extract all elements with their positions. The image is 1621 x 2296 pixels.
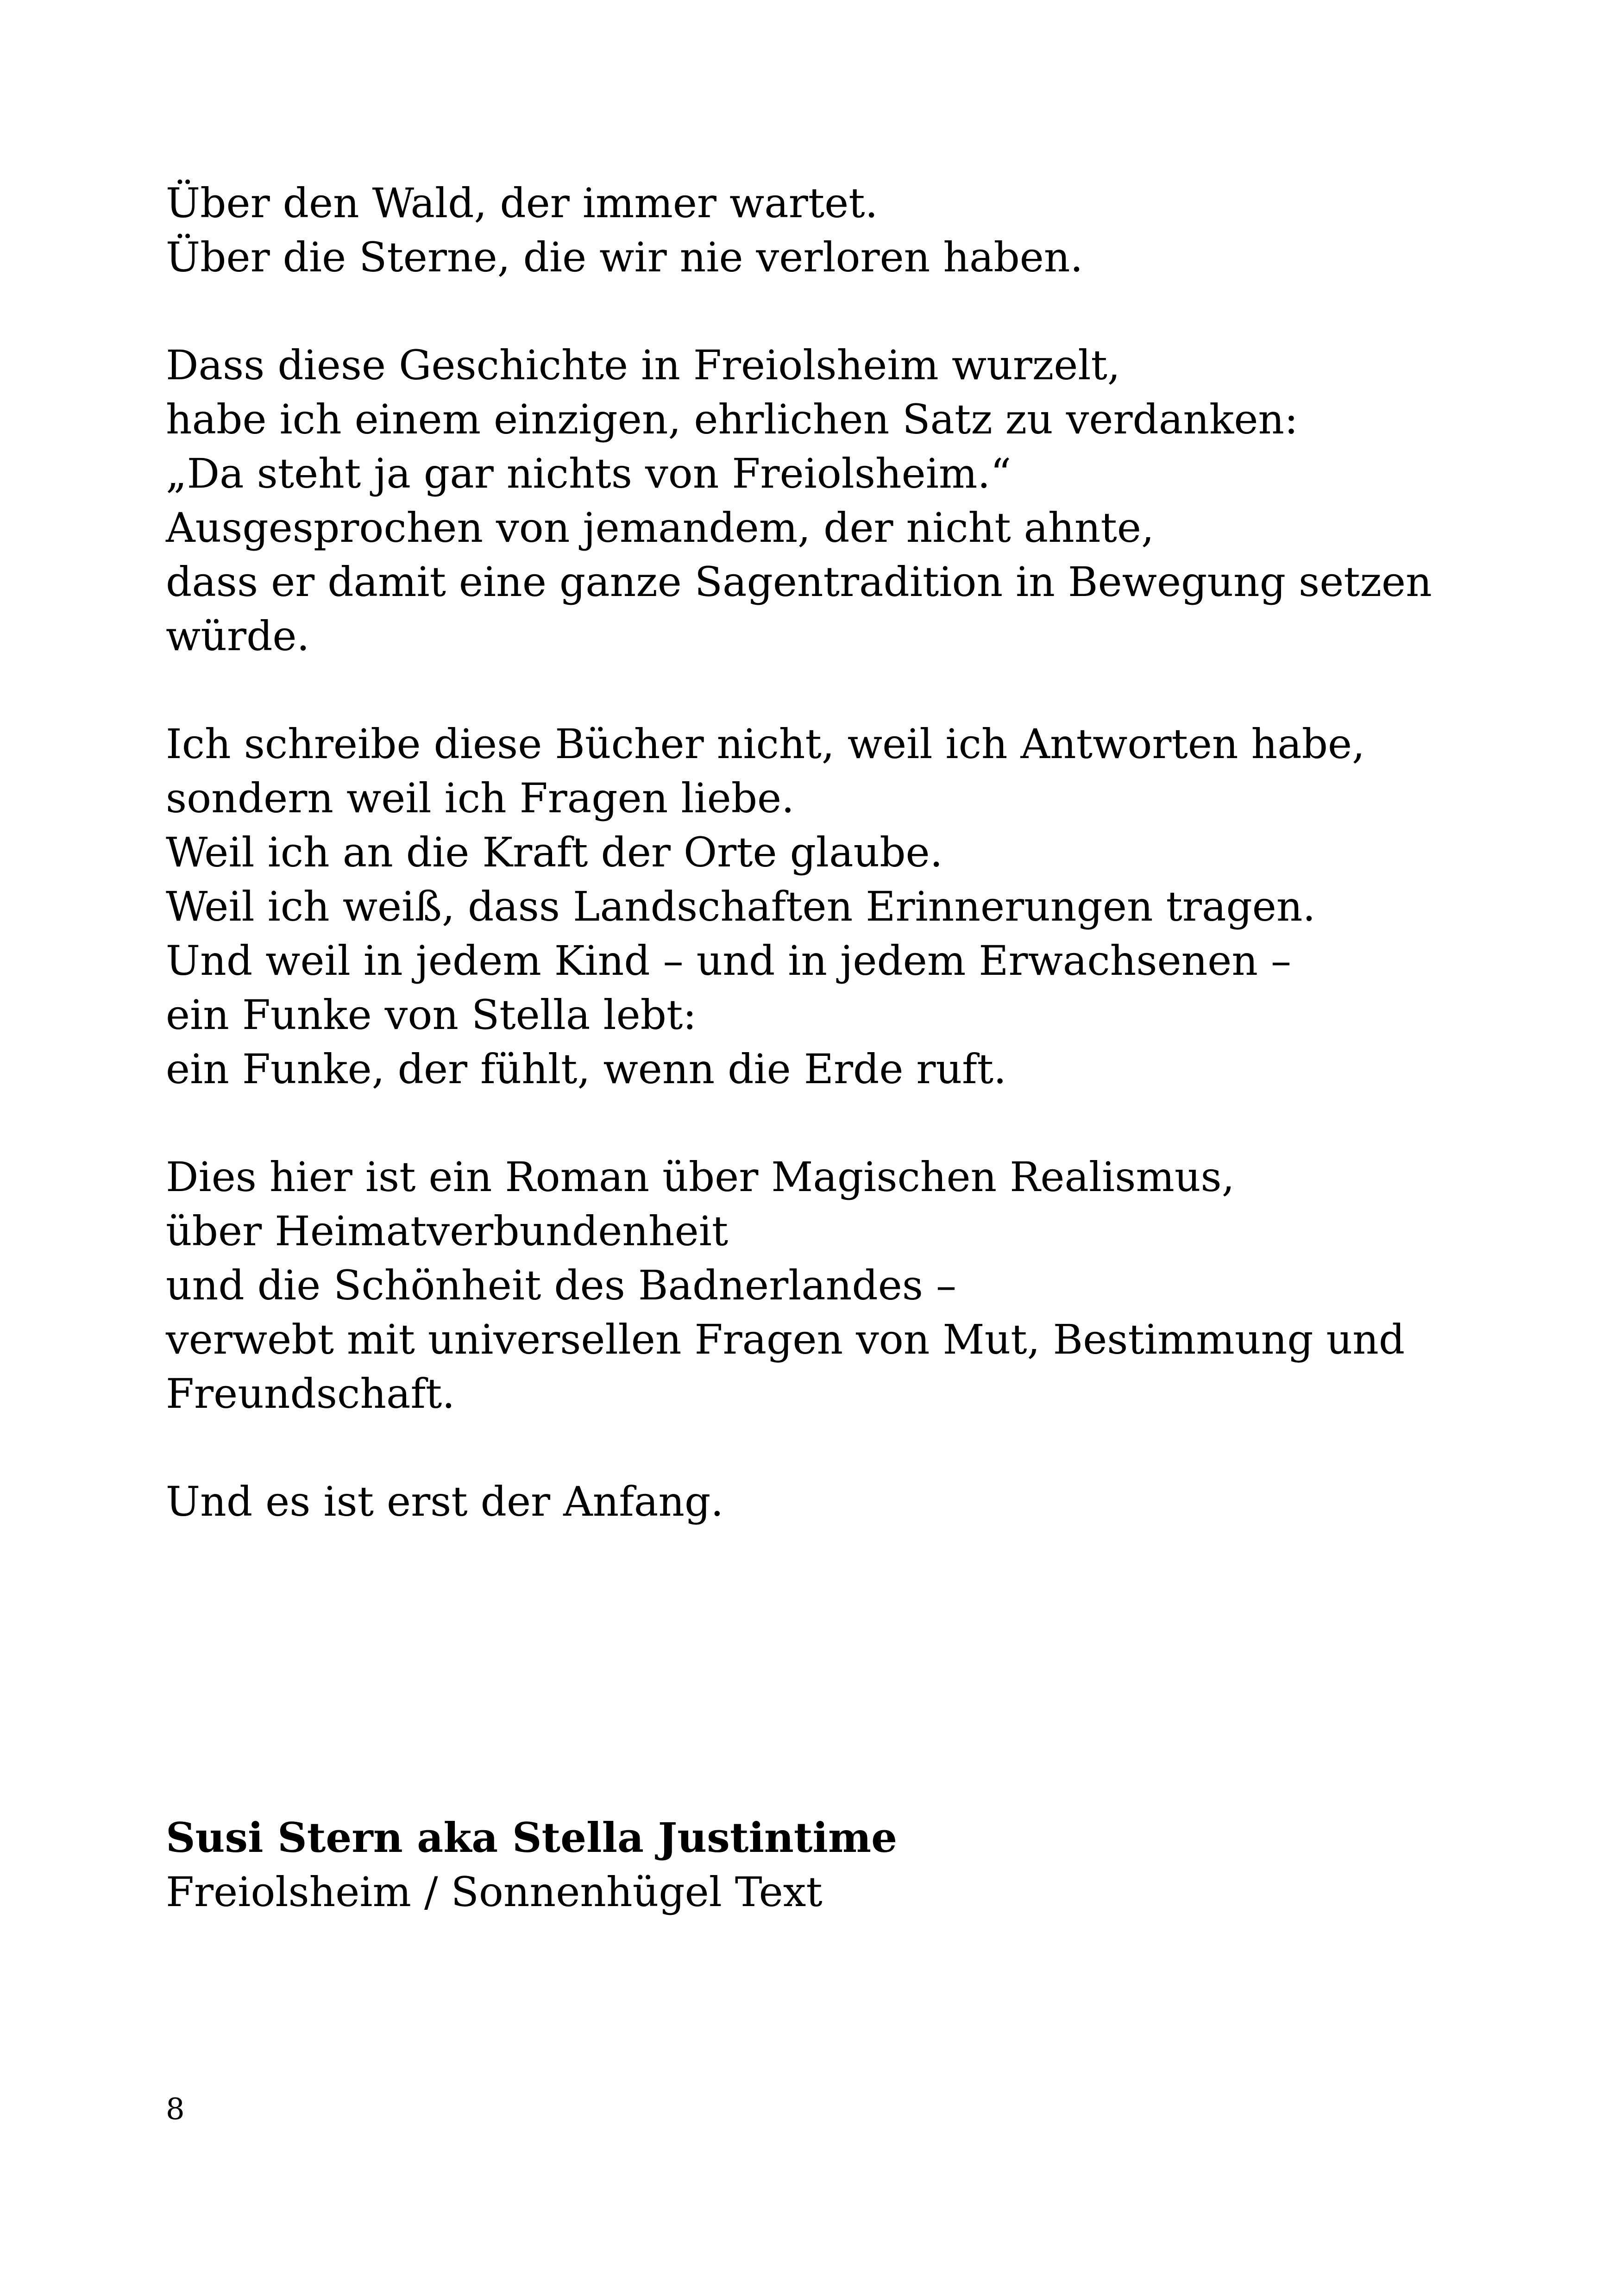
paragraph [166, 1150, 1509, 1421]
paragraph [166, 176, 1509, 284]
text-line: Weil ich weiß, dass Landschaften Erinnerungen tragen. [166, 883, 1316, 930]
text-line: Freundschaft. [166, 1370, 455, 1418]
text-line: Ausgesprochen von jemandem, der nicht ahnte, [166, 504, 1154, 552]
page-number: 8 [166, 2092, 185, 2127]
text-line: Ich schreibe diese Bücher nicht, weil ich Antworten habe, [166, 720, 1365, 768]
text-line: Und weil in jedem Kind – und in jedem Erwachsenen – [166, 937, 1291, 985]
text-line: Dass diese Geschichte in Freiolsheim wurzelt, [166, 341, 1120, 389]
paragraph [166, 1474, 1509, 1529]
signature-block [166, 1811, 1509, 1919]
text-line: habe ich einem einzigen, ehrlichen Satz zu verdanken: [166, 395, 1298, 443]
author-place: Freiolsheim / Sonnenhügel Text [166, 1868, 823, 1916]
text-line: dass er damit eine ganze Sagentradition in Bewegung setzen [166, 558, 1432, 606]
text-line: über Heimatverbundenheit [166, 1207, 729, 1255]
text-line: Über die Sterne, die wir nie verloren haben. [166, 233, 1083, 281]
text-line: ein Funke, der fühlt, wenn die Erde ruft. [166, 1045, 1007, 1093]
text-line: Und es ist erst der Anfang. [166, 1478, 724, 1525]
text-line: und die Schönheit des Badnerlandes – [166, 1261, 956, 1309]
author-name: Susi Stern aka Stella Justintime [166, 1813, 898, 1862]
paragraph [166, 717, 1509, 1096]
text-line: ein Funke von Stella lebt: [166, 991, 697, 1039]
body-text [166, 176, 1509, 1582]
text-line: verwebt mit universellen Fragen von Mut, Bestimmung und [166, 1316, 1405, 1363]
text-line: Dies hier ist ein Roman über Magischen Realismus, [166, 1153, 1235, 1201]
text-line: Weil ich an die Kraft der Orte glaube. [166, 828, 943, 876]
text-line: „Da steht ja gar nichts von Freiolsheim.“ [166, 450, 1012, 497]
paragraph [166, 338, 1509, 663]
text-line: würde. [166, 612, 310, 660]
text-line: Über den Wald, der immer wartet. [166, 179, 878, 227]
text-line: sondern weil ich Fragen liebe. [166, 774, 795, 822]
